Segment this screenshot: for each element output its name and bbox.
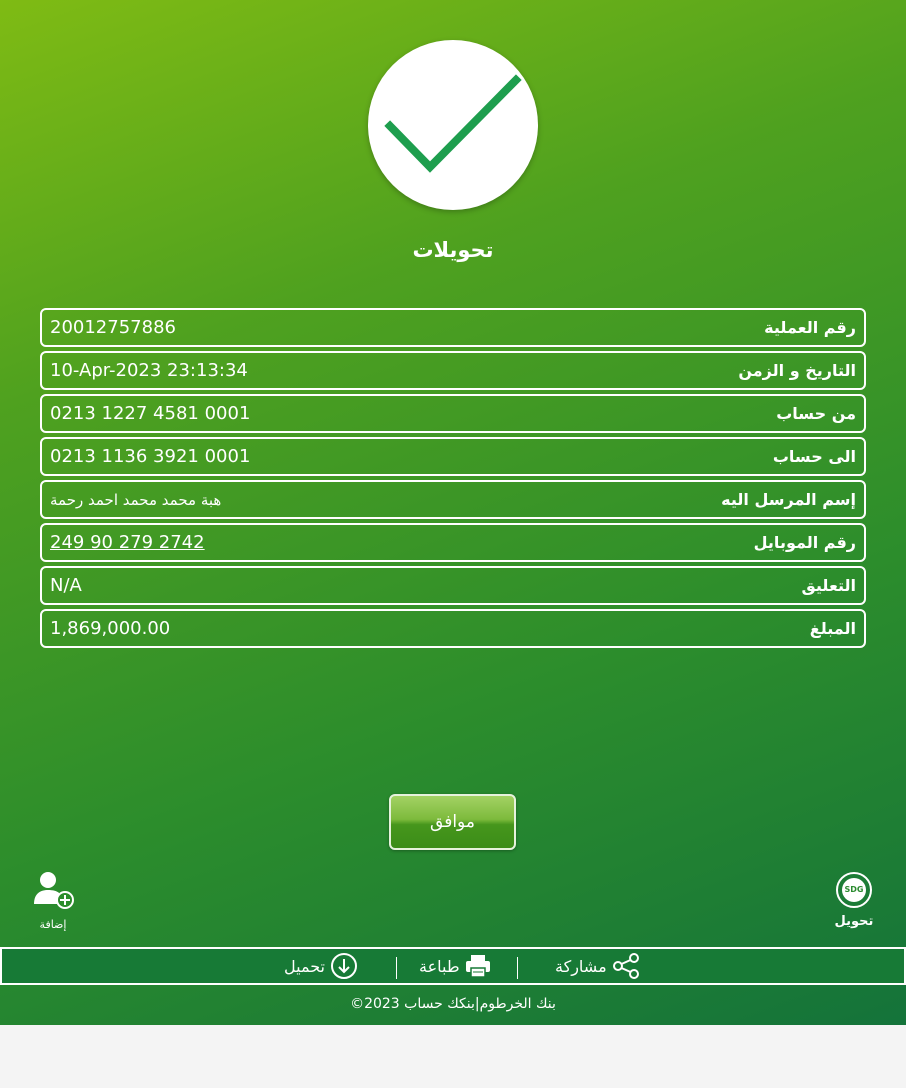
amount-label: المبلغ — [809, 619, 856, 638]
success-check-icon — [368, 40, 538, 210]
detail-row-datetime — [40, 351, 866, 390]
transaction-number-value: 20012757886 — [50, 317, 176, 338]
amount-value: 1,869,000.00 — [50, 618, 171, 639]
add-user-icon — [31, 870, 75, 912]
share-button[interactable] — [551, 949, 641, 983]
printer-icon — [464, 953, 492, 979]
detail-row-recipient-name — [40, 480, 866, 519]
datetime-label: التاريخ و الزمن — [738, 361, 856, 380]
from-account-value: 0213 1227 4581 0001 — [50, 403, 251, 424]
mobile-number-link[interactable]: 249 90 279 2742 — [50, 532, 205, 553]
download-label: تحميل — [284, 956, 325, 976]
datetime-value: 10-Apr-2023 23:13:34 — [50, 360, 248, 381]
detail-row-comment — [40, 566, 866, 605]
footer-copyright: ©2023 بنك الخرطوم|بنكك حساب — [350, 996, 556, 1012]
sdg-currency-icon — [836, 872, 872, 908]
download-button[interactable] — [280, 949, 359, 983]
comment-value: N/A — [50, 575, 82, 596]
sdg-badge-text: SDG — [842, 878, 866, 902]
recipient-name-value: هبة محمد محمد احمد رحمة — [50, 490, 222, 509]
detail-row-from-account — [40, 394, 866, 433]
detail-row-to-account — [40, 437, 866, 476]
download-icon — [329, 951, 359, 981]
print-label: طباعة — [419, 956, 460, 976]
transfer-label: تحويل — [834, 914, 874, 929]
detail-row-amount — [40, 609, 866, 648]
to-account-label: الى حساب — [772, 447, 856, 466]
page-title: تحويلات — [412, 238, 494, 262]
comment-label: التعليق — [801, 576, 856, 595]
transaction-number-label: رقم العملية — [764, 318, 856, 337]
print-button[interactable] — [415, 949, 492, 983]
add-contact-label: إضافة — [39, 918, 67, 931]
share-label: مشاركة — [555, 956, 607, 976]
actions-divider — [517, 957, 518, 979]
recipient-name-label: إسم المرسل اليه — [721, 490, 856, 509]
detail-row-mobile — [40, 523, 866, 562]
share-icon — [611, 951, 641, 981]
transaction-details — [40, 308, 866, 652]
actions-divider — [396, 957, 397, 979]
to-account-value: 0213 1136 3921 0001 — [50, 446, 251, 467]
mobile-number-label: رقم الموبايل — [753, 533, 856, 552]
actions-bar — [0, 947, 906, 985]
from-account-label: من حساب — [776, 404, 856, 423]
sdg-transfer-button[interactable] — [828, 872, 880, 929]
detail-row-transaction-number — [40, 308, 866, 347]
ok-button[interactable]: موافق — [389, 794, 516, 850]
add-contact-button[interactable] — [28, 870, 78, 931]
